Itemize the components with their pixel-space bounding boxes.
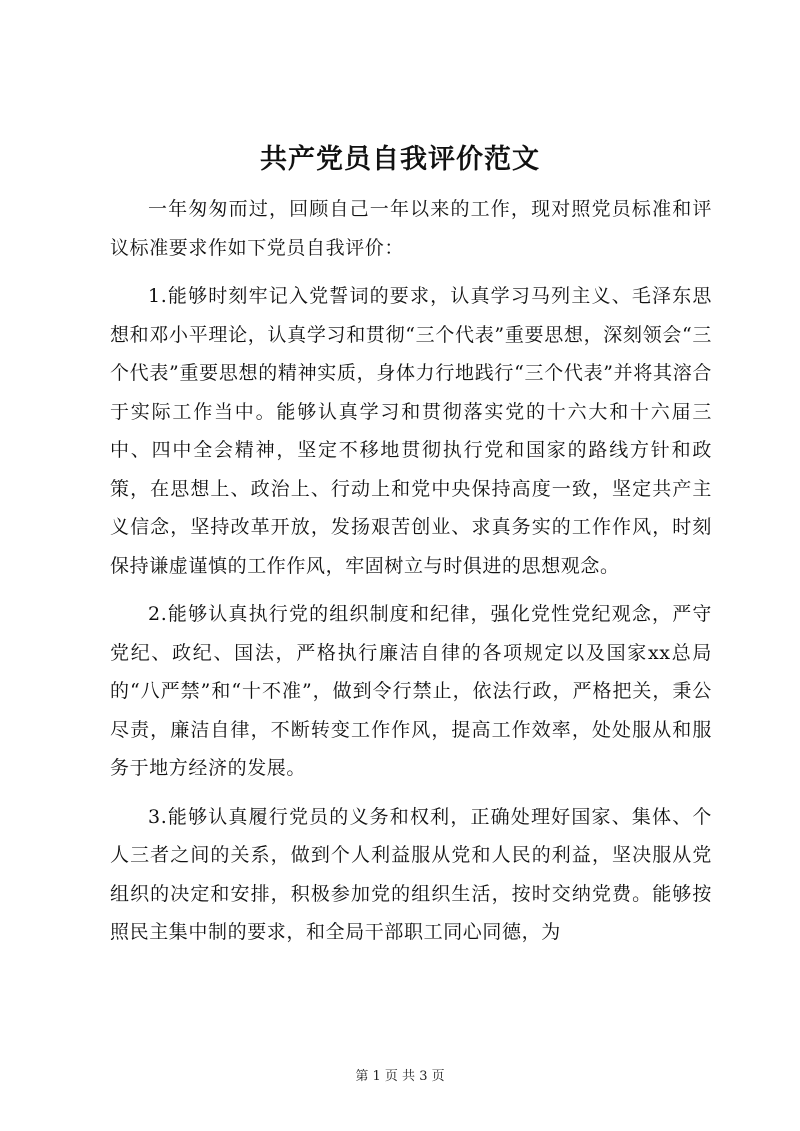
paragraph-1: 1.能够时刻牢记入党誓词的要求，认真学习马列主义、毛泽东思想和邓小平理论，认真学习和贯彻“三个代表”重要思想，深刻领会“三个代表”重要思想的精神实质，身体力行地践行“三个代表”并将其溶合于实际工作当中。能够认真学习和贯彻落实党的十六大和十六届三中、四中全会精神，坚定不移地贯彻执行党和国家的路线方针和政策，在思想上、政治上、行动上和党中央保持高度一致，坚定共产主义信念，坚持改革开放，发扬艰苦创业、求真务实的工作作风，时刻保持谦虚谨慎的工作作风，牢固树立与时俱进的思想观念。 [110, 285, 712, 577]
paragraph-2: 2.能够认真执行党的组织制度和纪律，强化党性党纪观念，严守党纪、政纪、国法，严格执行廉洁自律的各项规定以及国家xx总局的“八严禁”和“十不准”，做到令行禁止，依法行政，严格把关，秉公尽责，廉洁自律，不断转变工作作风，提高工作效率，处处服从和服务于地方经济的发展。 [110, 603, 712, 779]
document-body [110, 190, 712, 962]
document-title: 共产党员自我评价范文 [260, 144, 540, 175]
paragraph-intro: 一年匆匆而过，回顾自己一年以来的工作，现对照党员标准和评议标准要求作如下党员自我评价： [110, 198, 712, 259]
paragraph-3: 3.能够认真履行党员的义务和权利，正确处理好国家、集体、个人三者之间的关系，做到个人利益服从党和人民的利益，坚决服从党组织的决定和安排，积极参加党的组织生活，按时交纳党费。能够按照民主集中制的要求，和全局干部职工同心同德，为 [110, 805, 712, 943]
page-footer: 第 1 页 共 3 页 [355, 1069, 445, 1084]
